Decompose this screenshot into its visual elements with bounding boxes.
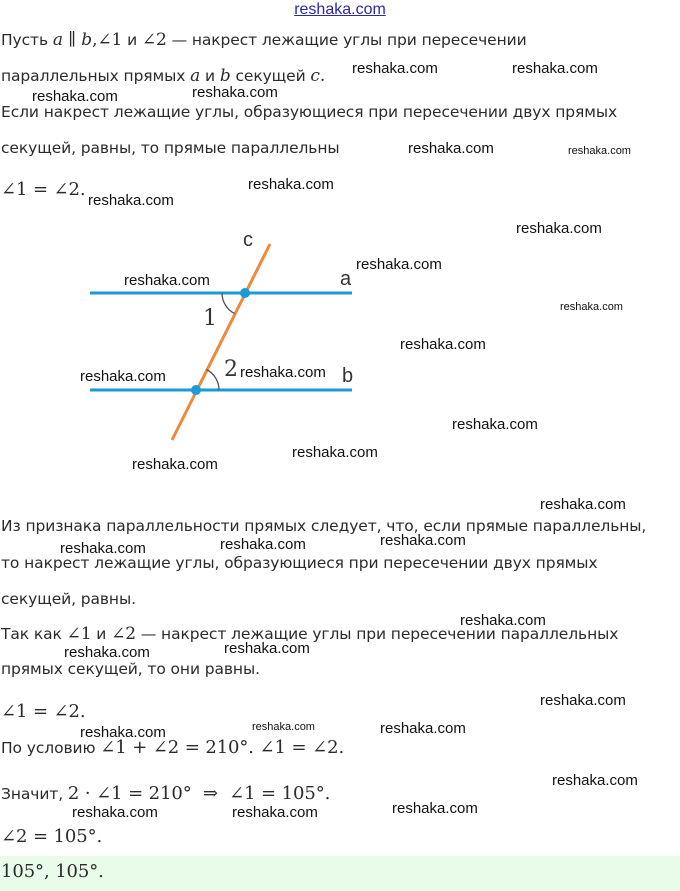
text-line-10: прямых секущей, то они равны. bbox=[1, 660, 260, 678]
watermark: reshaka.com bbox=[80, 368, 166, 385]
watermark: reshaka.com bbox=[60, 540, 146, 557]
math-comma: , bbox=[92, 30, 98, 50]
equation-fragment: ∠1 + ∠2 = 210°. ∠1 = ∠2. bbox=[100, 737, 345, 758]
math-var-b: b bbox=[219, 66, 231, 86]
math-angle-2: ∠2 bbox=[111, 624, 136, 644]
angle-1-arc bbox=[222, 293, 235, 314]
text-fragment: — накрест лежащие углы при пересечении параллельных bbox=[136, 625, 619, 643]
answer-bar bbox=[0, 856, 680, 891]
text-fragment: Значит, bbox=[1, 785, 68, 803]
text-fragment: — накрест лежащие углы при пересечении bbox=[166, 31, 527, 49]
watermark: reshaka.com bbox=[460, 612, 546, 629]
angle-2-arc bbox=[207, 370, 220, 391]
watermark: reshaka.com bbox=[380, 532, 466, 549]
watermark: reshaka.com bbox=[540, 692, 626, 709]
math-var-a: a bbox=[52, 30, 63, 50]
text-fragment: и bbox=[200, 67, 220, 85]
text-line-3: Если накрест лежащие углы, образующиеся при пересечении двух прямых bbox=[1, 103, 618, 121]
watermark: reshaka.com bbox=[88, 192, 174, 209]
watermark: reshaka.com bbox=[220, 536, 306, 553]
text-fragment: секущей bbox=[230, 67, 311, 85]
text-fragment: параллельных прямых bbox=[1, 67, 191, 85]
text-fragment: По условию bbox=[1, 739, 101, 757]
math-angle-1: ∠1 bbox=[97, 30, 123, 50]
intersection-point-a bbox=[240, 288, 250, 298]
watermark: reshaka.com bbox=[224, 640, 310, 657]
watermark: reshaka.com bbox=[392, 800, 478, 817]
watermark: reshaka.com bbox=[64, 644, 150, 661]
math-parallel: ∥ bbox=[62, 30, 82, 50]
watermark: reshaka.com bbox=[540, 496, 626, 513]
watermark: reshaka.com bbox=[240, 364, 326, 381]
watermark: reshaka.com bbox=[80, 724, 166, 741]
text-line-7: то накрест лежащие углы, образующиеся при пересечении двух прямых bbox=[1, 554, 598, 572]
watermark: reshaka.com bbox=[568, 145, 631, 157]
watermark: reshaka.com bbox=[192, 84, 278, 101]
watermark: reshaka.com bbox=[352, 60, 438, 77]
watermark: reshaka.com bbox=[408, 140, 494, 157]
text-line-4: секущей, равны, то прямые параллельны bbox=[1, 139, 340, 157]
math-angle-2: ∠2 bbox=[141, 30, 167, 50]
math-var-c: c bbox=[310, 66, 320, 86]
text-line-1 bbox=[1, 30, 527, 50]
parallel-lines-figure bbox=[0, 222, 680, 452]
watermark: reshaka.com bbox=[380, 720, 466, 737]
watermark: reshaka.com bbox=[560, 301, 623, 313]
intersection-point-b bbox=[191, 385, 201, 395]
watermark: reshaka.com bbox=[252, 721, 315, 733]
math-var-b: b bbox=[81, 30, 93, 50]
text-fragment: Так как bbox=[1, 625, 67, 643]
text-line-13 bbox=[1, 784, 330, 804]
text-line-2 bbox=[1, 66, 325, 86]
watermark: reshaka.com bbox=[292, 444, 378, 461]
watermark: reshaka.com bbox=[124, 272, 210, 289]
math-angle-1: ∠1 bbox=[66, 624, 92, 644]
text-fragment: и bbox=[122, 31, 142, 49]
watermark: reshaka.com bbox=[452, 416, 538, 433]
equation-fragment: 2 · ∠1 = 210° ⇒ ∠1 = 105°. bbox=[67, 783, 331, 804]
watermark: reshaka.com bbox=[132, 456, 218, 473]
watermark: reshaka.com bbox=[32, 88, 118, 105]
angle-label-2: 2 bbox=[224, 357, 238, 382]
angle-label-1: 1 bbox=[203, 306, 217, 331]
watermark: reshaka.com bbox=[248, 176, 334, 193]
label-c: c bbox=[243, 229, 253, 251]
watermark: reshaka.com bbox=[512, 60, 598, 77]
equation-line-14: ∠2 = 105°. bbox=[1, 826, 103, 847]
math-period: . bbox=[319, 66, 326, 86]
text-line-12 bbox=[1, 738, 344, 758]
label-a: a bbox=[340, 268, 352, 290]
site-link[interactable]: reshaka.com bbox=[294, 1, 386, 18]
text-fragment: и bbox=[91, 625, 112, 643]
text-line-8: секущей, равны. bbox=[1, 590, 136, 608]
watermark: reshaka.com bbox=[516, 220, 602, 237]
equation-line-11: ∠1 = ∠2. bbox=[1, 701, 86, 722]
text-fragment: Пусть bbox=[1, 31, 53, 49]
watermark: reshaka.com bbox=[552, 772, 638, 789]
math-var-a: a bbox=[190, 66, 201, 86]
label-b: b bbox=[342, 365, 354, 387]
text-line-6: Из признака параллельности прямых следует, что, если прямые параллельны, bbox=[1, 517, 647, 535]
watermark: reshaka.com bbox=[356, 256, 442, 273]
answer-text: 105°, 105°. bbox=[1, 861, 104, 882]
watermark: reshaka.com bbox=[400, 336, 486, 353]
watermark: reshaka.com bbox=[232, 804, 318, 821]
watermark: reshaka.com bbox=[72, 804, 158, 821]
equation-line-5: ∠1 = ∠2. bbox=[1, 179, 86, 200]
